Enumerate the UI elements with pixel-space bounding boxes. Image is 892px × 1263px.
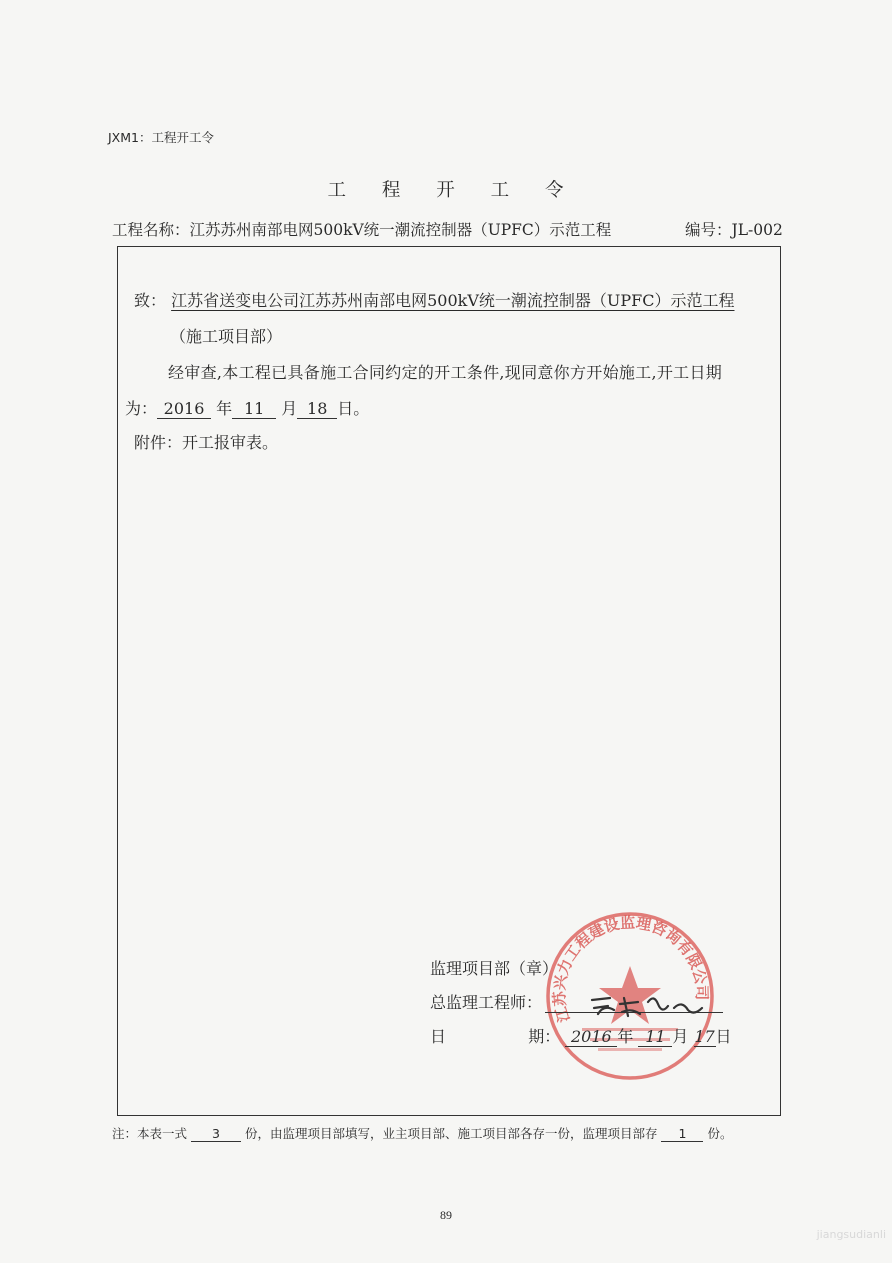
to-label: 致： xyxy=(134,291,167,310)
year-unit: 年 xyxy=(216,399,233,418)
footnote-suffix: 份。 xyxy=(707,1126,733,1141)
sign-day: 17 xyxy=(694,1027,715,1046)
document-number-line xyxy=(685,218,783,240)
project-name: 江苏苏州南部电网500kV统一潮流控制器（UPFC）示范工程 xyxy=(189,221,612,239)
project-name-line xyxy=(112,218,611,240)
document-title: 工 程 开 工 令 xyxy=(327,180,579,201)
recipient: 江苏省送变电公司江苏苏州南部电网500kV统一潮流控制器（UPFC）示范工程 xyxy=(171,291,735,310)
footnote-prefix: 注：本表一式 xyxy=(112,1126,188,1141)
sign-month: 11 xyxy=(638,1028,672,1047)
supervision-dept-label: 监理项目部（章） xyxy=(430,959,559,978)
addressee-line xyxy=(134,288,735,311)
day-unit: 日。 xyxy=(337,399,370,418)
start-year: 2016 xyxy=(157,400,211,419)
recipient-department: （施工项目部） xyxy=(170,327,283,346)
sign-date-line xyxy=(430,1024,732,1047)
sign-month-unit: 月 xyxy=(672,1027,689,1046)
signature-underline xyxy=(545,1012,723,1013)
page-number: 89 xyxy=(440,1208,452,1222)
month-unit: 月 xyxy=(281,399,298,418)
sign-year: 2016 xyxy=(565,1028,617,1047)
project-name-label: 工程名称： xyxy=(112,221,190,239)
copies-kept: 1 xyxy=(661,1126,703,1142)
date-label-1: 日 xyxy=(430,1027,447,1046)
watermark: jiangsudianli xyxy=(816,1228,886,1241)
document-number: JL-002 xyxy=(731,221,783,239)
sign-year-unit: 年 xyxy=(617,1027,634,1046)
date-label-2: 期： xyxy=(528,1027,561,1046)
sign-day-unit: 日 xyxy=(715,1027,732,1046)
attachment-line: 附件：开工报审表。 xyxy=(134,433,279,452)
footnote-middle: 份，由监理项目部填写，业主项目部、施工项目部各存一份，监理项目部存 xyxy=(244,1126,658,1141)
date-prefix: 为： xyxy=(125,399,158,418)
order-text: 经审查,本工程已具备施工合同约定的开工条件,现同意你方开始施工,开工日期 xyxy=(168,363,723,382)
footnote xyxy=(112,1124,732,1142)
chief-engineer-label: 总监理工程师： xyxy=(430,993,543,1012)
form-code: JXM1：工程开工令 xyxy=(108,130,214,145)
start-month: 11 xyxy=(232,400,276,419)
seal-ring-text: 江苏兴力工程建设监理咨询有限公司 xyxy=(550,913,711,1025)
copies-count: 3 xyxy=(191,1126,241,1142)
document-number-label: 编号： xyxy=(685,221,732,239)
start-date-line xyxy=(125,396,369,419)
start-day: 18 xyxy=(297,400,337,419)
engineer-signature xyxy=(588,990,718,1020)
